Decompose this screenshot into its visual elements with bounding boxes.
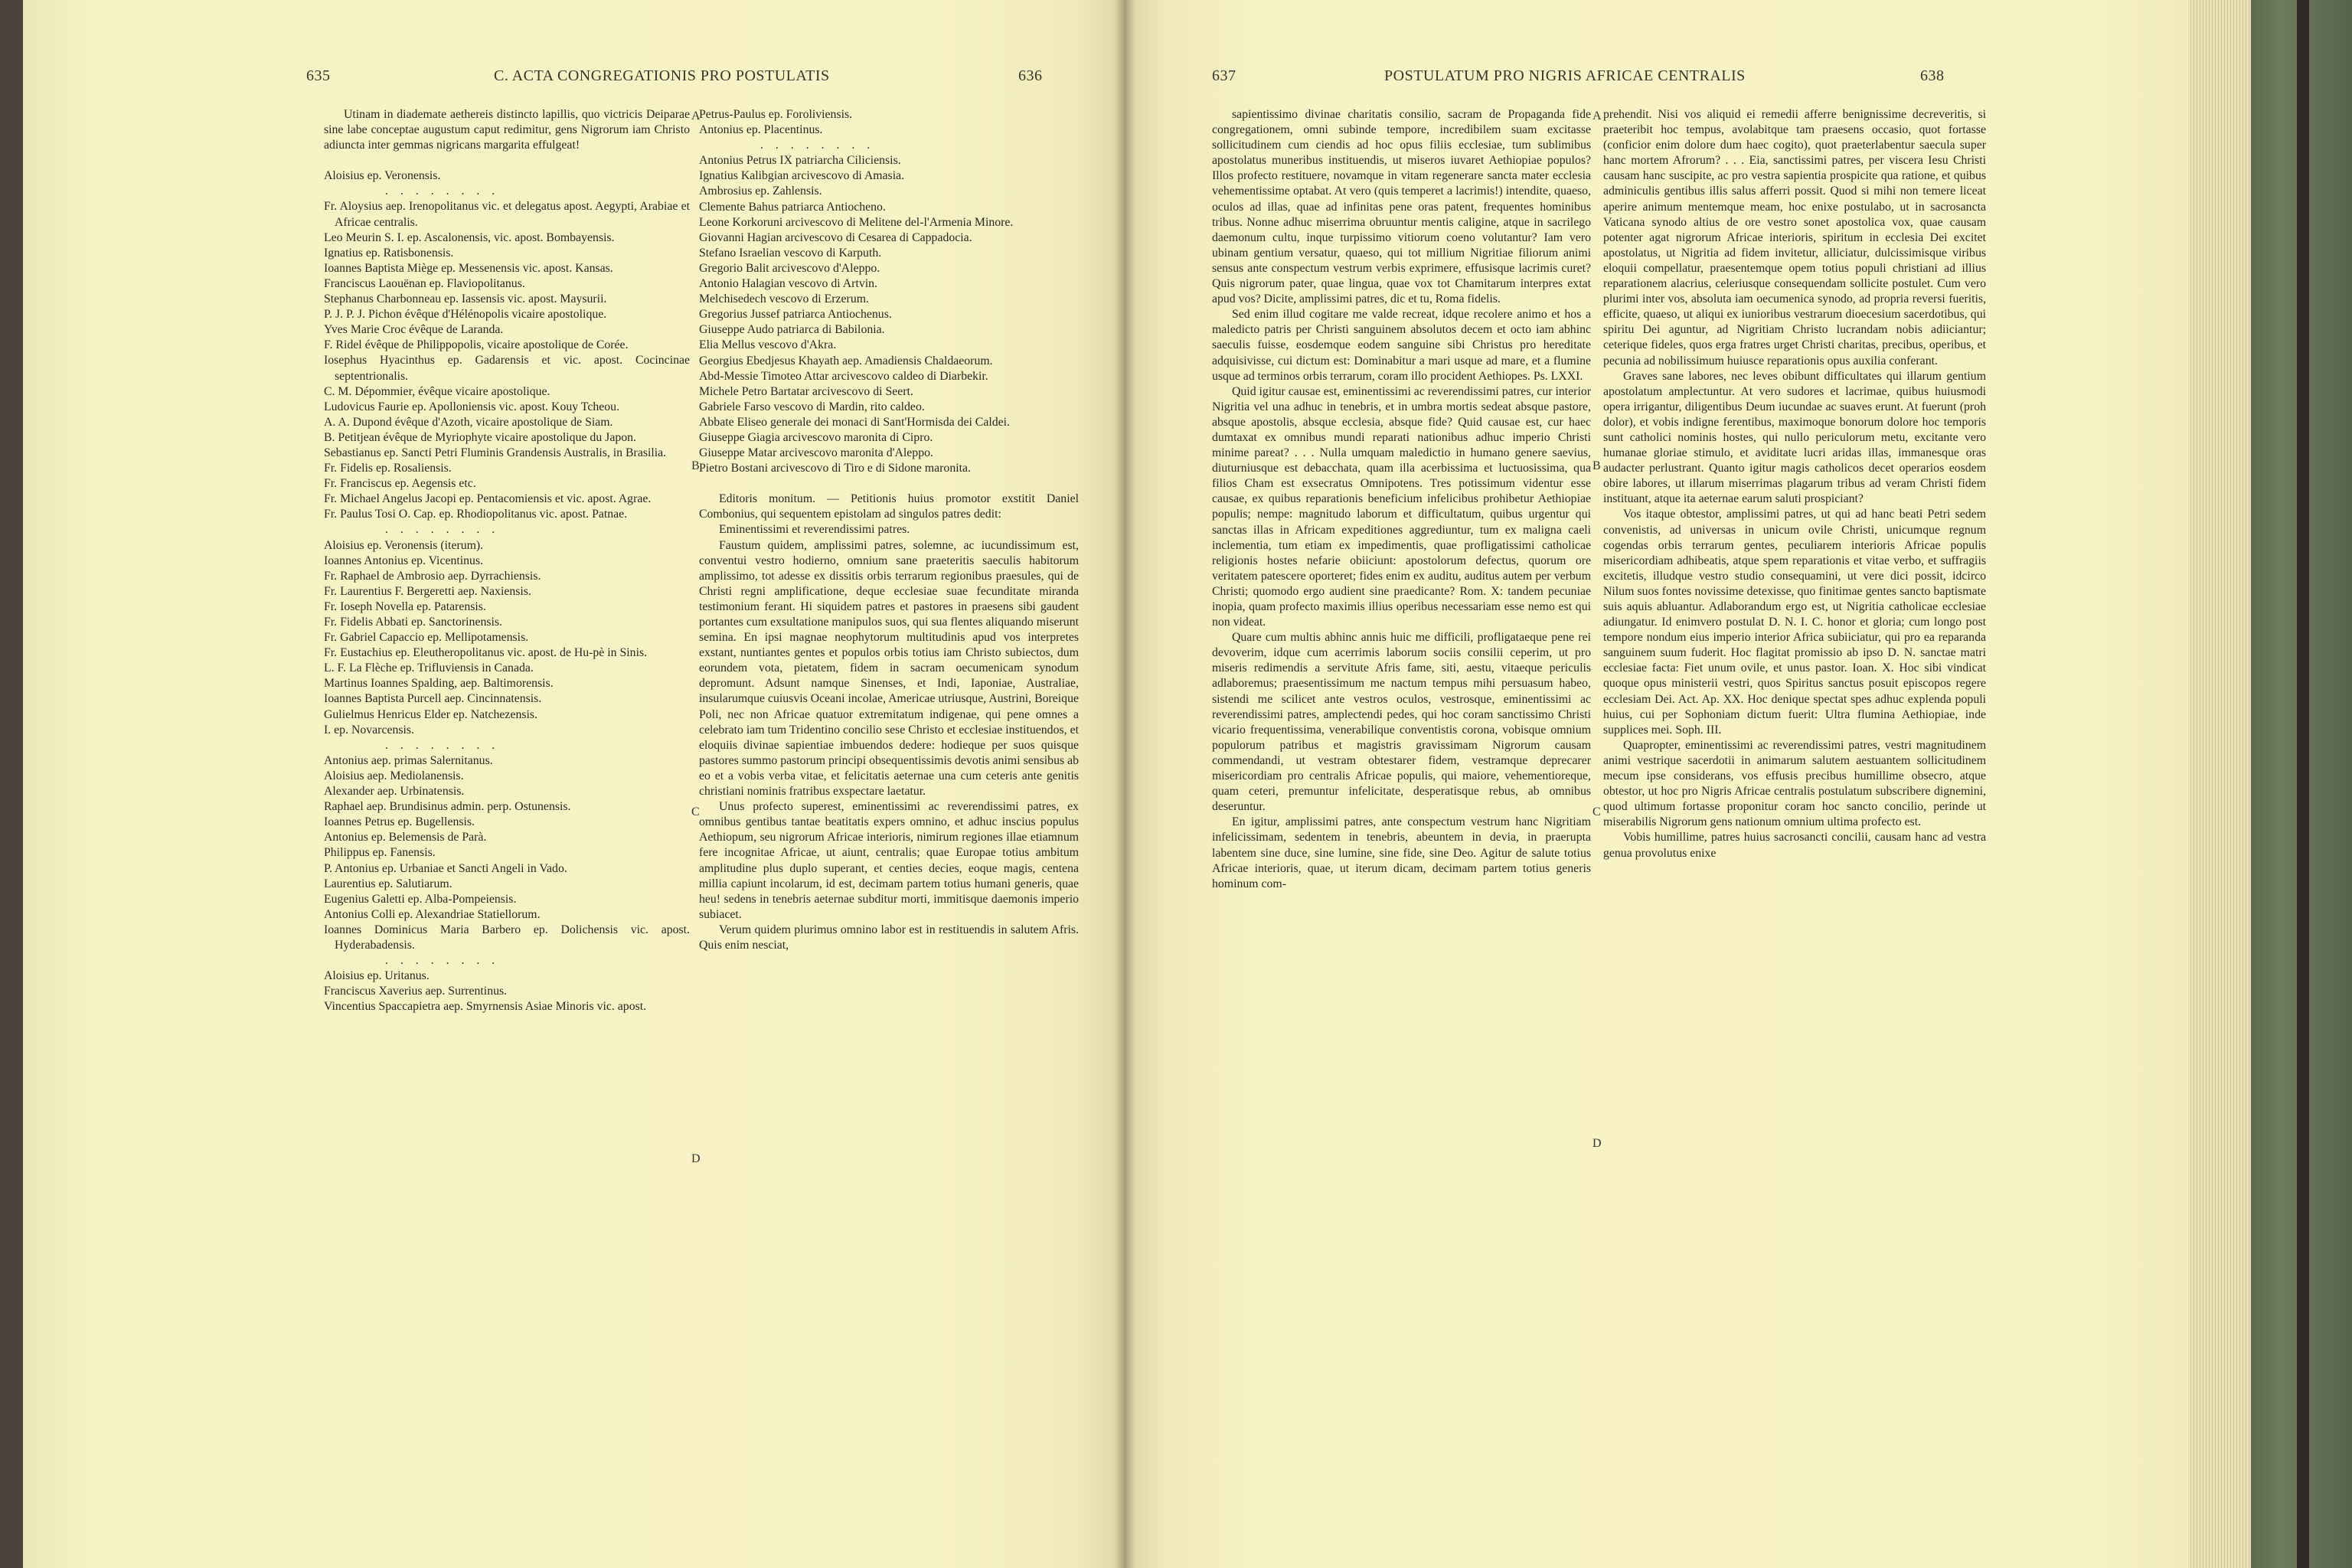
text-paragraph: P. Antonius ep. Urbaniae et Sancti Angeli in Vado. xyxy=(324,861,567,875)
book-spine xyxy=(2297,0,2309,1568)
margin-letter: A xyxy=(691,109,701,122)
text-paragraph: Aloisius ep. Uritanus. xyxy=(324,969,430,983)
separator-dots: . . . . . . . . xyxy=(760,139,875,152)
margin-letter: A xyxy=(1592,109,1602,122)
book-cover-board xyxy=(2251,0,2352,1568)
text-paragraph: Fr. Fidelis Abbati ep. Sanctorinensis. xyxy=(324,616,502,629)
text-paragraph: Franciscus Xaverius aep. Surrentinus. xyxy=(324,985,508,998)
text-paragraph: Sed enim illud cogitare me valde recreat, idque recolere animo et hos a maledicto patris per Christi sanguinem absolutos decem et octo iam abhinc saeculis fuisse, eosdemque eodem sanguine sibi Christus pro hereditate adquisivisse, cui dictum est: Dominabitur a mari usque ad mare, et a flumine usque ad terminos orbis terrarum, coram illo procident Aethiopes. Ps. LXXI. xyxy=(1212,308,1591,383)
text-paragraph: Petrus-Paulus ep. Foroliviensis. xyxy=(699,108,853,121)
margin-letter: B xyxy=(691,459,700,472)
text-paragraph: Antonius aep. primas Salernitanus. xyxy=(324,753,493,767)
text-paragraph: Eugenius Galetti ep. Alba-Pompeiensis. xyxy=(324,892,517,906)
text-paragraph: Stefano Israelian vescovo di Karputh. xyxy=(699,246,882,260)
text-paragraph: Ioannes Dominicus Maria Barbero ep. Dolichensis vic. apost. Hyderabadensis. xyxy=(324,923,690,952)
text-paragraph: Antonius Petrus IX patriarcha Ciliciensis. xyxy=(699,154,901,168)
spacer xyxy=(324,153,690,168)
book-gutter xyxy=(1114,0,1135,1568)
text-paragraph: Aloisius ep. Veronensis. xyxy=(324,169,441,183)
right-column-1 xyxy=(1212,107,1591,892)
text-paragraph: Fr. Fidelis ep. Rosaliensis. xyxy=(324,462,452,475)
text-paragraph: Philippus ep. Fanensis. xyxy=(324,846,436,860)
text-paragraph: Unus profecto superest, eminentissimi ac reverendissimi patres, ex omnibus gentibus tantae beatitatis expers omnino, et adhuc inscius populus Aethiopum, seu nigrorum Africae interioris, nimirum regiones illae etiamnum fere incognitae Africae, ut aiunt, centralis; quae Europae totius ambitum amplitudine plus duplo superant, et centies decies, eoque magis, centena millia capiunt incolarum, id est, decimam partem totius humani generis, quae heu! sedens in tenebris aeternae subditur morti, immitisque daemonis imperio subiacet. xyxy=(699,800,1079,921)
text-paragraph: Alexander aep. Urbinatensis. xyxy=(324,785,465,799)
text-paragraph: Quare cum multis abhinc annis huic me difficili, profligataeque pene rei devoverim, idque cum acerrimis laborum sociis consilii ceperim, ut pro miseris redimendis a servitute Afris fame, siti, aestu, vitaeque periculis adlaboremus; praesentissimum me nactum tempus mihi persuasum habeo, sistendi me scilicet ante vestros oculos, vestrosque, eminentissimi ac reverendissimi patres, amplectendi pedes, qui hoc coram sanctissimo Christi vicario frequentissima, venerabilique conventistis corona, vobisque omnium populorum patribus et magistris gravissimam Nigrorum causam commendandi, ut vestram obtestarer fidem, vestramque deprecarer misericordiam pro centralis Africae populis, qui maiore, vehementioreque, quam ceteri, premuntur infelicitate, desperatisque rebus, ab omnibus deseruntur. xyxy=(1212,631,1591,814)
text-paragraph: Stephanus Charbonneau ep. Iassensis vic. apost. Maysurii. xyxy=(324,292,607,306)
text-paragraph: Abbate Eliseo generale dei monaci di Sant'Hormisda dei Caldei. xyxy=(699,415,1010,429)
text-paragraph: Utinam in diademate aethereis distincto lapillis, quo victricis Deiparae sine labe conceptae augustum caput redimitur, gens Nigrorum iam Christo adiuncta inter gemmas nigricans margarita effulgeat! xyxy=(324,108,690,152)
text-paragraph: P. J. P. J. Pichon évêque d'Hélénopolis vicaire apostolique. xyxy=(324,308,607,322)
text-paragraph: Sebastianus ep. Sancti Petri Fluminis Grandensis Australis, in Brasilia. xyxy=(324,446,667,459)
separator-dots: . . . . . . . . xyxy=(385,185,500,198)
text-paragraph: Faustum quidem, amplissimi patres, solemne, ac iucundissimum est, conventui vestro hodierno, omnium sane praeteritis saeculis habitorum amplissimo, tot adesse ex dissitis orbis terrarum regionibus praesules, qui de Christi regni amplificatione, deque ecclesiae suae fecunditate miranda testimonium ferant. Hi siquidem patres et pastores in praesens sibi gaudent portantes cum exsultatione manipulos suos, qui sua flentes aliquando miserunt semina. En ipsi magnae neophytorum multitudinis apud vos interpretes exstant, nuntiantes gentes et populos orbis totius iam Christo subiectos, dum eorundem vota, pietatem, fidem in sacram oecumenicam synodum depromunt. Adsunt namque Sinenses, et Indi, Iaponiae, Australiae, insularumque cuiusvis Oceani incolae, Americae utriusque, Austrini, Boreique Poli, nec non Africae quatuor extremitatum indigenae, qui pene omnes a celebrato iam tum Tridentino concilio sese Christo et ecclesiae instituendos, et eloquiis divinae sapientiae imbuendos dedere: hodieque per suos quisque pastores summo pastorum principi obsequentissimis devotis animi sensibus ab eo et a vobis verba vitae, et felicitatis aeternae una cum ceteris ante genitis christiani nominis fratribus exspectare laetatur. xyxy=(699,538,1079,799)
text-paragraph: Ambrosius ep. Zahlensis. xyxy=(699,185,822,198)
right-column-2 xyxy=(1603,107,1986,861)
margin-letter: D xyxy=(691,1152,701,1165)
text-paragraph: Antonio Halagian vescovo di Artvin. xyxy=(699,277,877,291)
text-paragraph: Laurentius ep. Salutiarum. xyxy=(324,877,452,890)
text-paragraph: Ioannes Baptista Purcell aep. Cincinnatensis. xyxy=(324,692,542,706)
page-edges xyxy=(2188,0,2251,1568)
text-paragraph: Quid igitur causae est, eminentissimi ac reverendissimi patres, cur interior Nigritia vel una adhuc in tenebris, et in umbra mortis sedeat absque pastore, absque apostolis, absque ecclesia, absque fide? Quid causae est, cur haec dumtaxat ex omnibus mundi reparati nationibus adhuc imperio Christi minime pareat? . . . Nulla umquam maledictio in humano genere saevius, diuturniusque est debacchata, quam illa acerbissima et luctuosissima, qua filios Cham est exsecratus Omnipotens. Tres potissimum videntur esse causae, ex quibus reparationis beneficium infelicibus prohibetur Aethiopiae populis; nempe: magnitudo laborum et difficultatum, quibus urgentur qui sanctas illas in Africam expeditiones aggrediuntur, tum ex maligna caeli inclementia, tum etiam ex impedimentis, quae profligatissimi catholicae religionis hostes nefarie obiiciunt: apostolorum defectus, quorum ore veritatem patescere oporteret; fides enim ex auditu, auditus autem per verbum Christi; quomodo ergo audient sine praedicante? Rom. X: tandem pecuniae inopia, quam profecto maximis illius operibus necessariam esse nemo est qui non videat. xyxy=(1212,384,1591,629)
text-paragraph: Antonius Colli ep. Alexandriae Statiellorum. xyxy=(324,907,541,921)
margin-letter: D xyxy=(1592,1137,1602,1150)
margin-letter: C xyxy=(1592,805,1601,818)
text-paragraph: Gregorio Balit arcivescovo d'Aleppo. xyxy=(699,261,880,275)
text-paragraph: Michele Petro Bartatar arcivescovo di Seert. xyxy=(699,384,913,398)
right-running-title: POSTULATUM PRO NIGRIS AFRICAE CENTRALIS xyxy=(1384,67,1746,84)
text-paragraph: Fr. Paulus Tosi O. Cap. ep. Rhodiopolitanus vic. apost. Patnae. xyxy=(324,508,628,521)
text-paragraph: Aloisius aep. Mediolanensis. xyxy=(324,769,464,782)
text-paragraph: Eminentissimi et reverendissimi patres. xyxy=(719,523,910,537)
text-paragraph: C. M. Dépommier, évêque vicaire apostolique. xyxy=(324,384,550,398)
text-paragraph: Verum quidem plurimus omnino labor est in restituendis in salutem Afris. Quis enim nesciat, xyxy=(699,923,1079,952)
text-paragraph: Vos itaque obtestor, amplissimi patres, ut qui ad hanc beati Petri sedem convenistis, ad universas in unicum ovile Christi, unicumque regnum cogendas orbis terrarum gentes, peculiarem interioris Africae populis misericordiam adhibeatis, atque spem reparationis et vitae verbo, et suffragiis excitetis, illudque vestro studio consequamini, ut vere dici possit, idcirco Nilum suos fontes novissime detexisse, quo finitimae gentes sancto baptismate suis aquis abluantur. Adlaborandum ergo est, ut Nigritia catholicae ecclesiae adiungatur. Id enimvero postulat D. N. I. C. honor et gloria; cum longo post tempore nondum eius imperio interior Africa subiiciatur, qui pro ea reparanda sanguinem suum fuderit. Hoc flagitat promissio ab ipso D. N. sanctae matri ecclesiae facta: Fiet unum ovile, et unus pastor. Ioan. X. Hoc sibi vindicat quoque opus ministerii vestri, quos Spiritus sanctus posuit episcopos regere ecclesiam Dei. Act. Ap. XX. Hoc denique spectat spes adhuc explenda populi huius, cui per Sophoniam dictum fuerit: Ultra flumina Aethiopiae, inde supplices mei. Soph. III. xyxy=(1603,508,1986,737)
text-paragraph: I. ep. Novarcensis. xyxy=(324,723,414,737)
left-column-1 xyxy=(324,107,690,1014)
text-paragraph: Abd-Messie Timoteo Attar arcivescovo caldeo di Diarbekir. xyxy=(699,369,988,383)
text-paragraph: Gregorius Jussef patriarca Antiochenus. xyxy=(699,308,892,322)
text-paragraph: Iosephus Hyacinthus ep. Gadarensis et vic. apost. Cocincinae septentrionalis. xyxy=(324,354,690,383)
text-paragraph: En igitur, amplissimi patres, ante conspectum vestrum hanc Nigritiam infelicissimam, sedentem in tenebris, abeuntem in devia, in praerupta labentem sine duce, sine lumine, sine fide, sine Deo. Agitur de salute totius Africae interioris, quae, ut iterum dicam, decimam partem totius generis hominum com- xyxy=(1212,815,1591,890)
text-paragraph: F. Ridel évêque de Philippopolis, vicaire apostolique de Corée. xyxy=(324,338,629,352)
text-paragraph: Ludovicus Faurie ep. Apolloniensis vic. apost. Kouy Tcheou. xyxy=(324,400,620,413)
text-paragraph: Franciscus Laouënan ep. Flaviopolitanus. xyxy=(324,276,525,290)
left-page-number-b: 636 xyxy=(1018,67,1043,84)
text-paragraph: Fr. Michael Angelus Jacopi ep. Pentacomiensis et vic. apost. Agrae. xyxy=(324,492,652,506)
text-paragraph: Fr. Eustachius ep. Eleutheropolitanus vic. apost. de Hu-pè in Sinis. xyxy=(324,646,648,660)
left-column-2 xyxy=(699,107,1079,953)
text-paragraph: Fr. Ioseph Novella ep. Patarensis. xyxy=(324,599,486,613)
text-paragraph: prehendit. Nisi vos aliquid ei remedii afferre benignissime decreveritis, si praeteribit hoc tempus, avolabitque tam praesens occasio, quot fortasse (conficior enim dolore dum haec cogito), quot praeterlabentur saecula super hanc mortem Afrorum? . . . Eia, sanctissimi patres, per viscera Iesu Christi causam hanc suscipite, ac pro vestra sapientia prospicite qua ratione, et quibus adminiculis gentibus illis salus afferri possit. Quod si mihi non temere liceat aperire animum mentemque meam, hoc enixe postulabo, ut in sacrosancta Vaticana synodo altius de ore vestro sonet apostolica vox, quae causam potenter agat nigrorum Africae interioris, spiritum in ecclesia Dei excitet apostolatus, ut Nigritia ad fidem invitetur, alliciatur, dulcissimisque viribus eloquii compellatur, praesentemque opem totius populi christiani ad illius reparationem alacrius, celeriusque consequendam sollicite postulet. Cum vero plurimi inter vos, absoluta iam oecumenica synodo, ad propria reversi fueritis, efficite, quaeso, ut aliqui ex iunioribus vestrarum dioecesium sacerdotibus, qui spiritu Dei aguntur, ad Nigritiam Christo lucrandam nobis adiiciantur; ceterique fideles, quos erga fratres urget Christi charitas, precibus, operibus, et pecunia ad nobilissimum huiusce reparationis opus auxilia conferant. xyxy=(1603,108,1986,368)
text-paragraph: Fr. Gabriel Capaccio ep. Mellipotamensis. xyxy=(324,631,529,645)
text-paragraph: Ignatius Kalibgian arcivescovo di Amasia. xyxy=(699,169,905,183)
text-paragraph: Leone Korkoruni arcivescovo di Melitene del-l'Armenia Minore. xyxy=(699,215,1014,229)
text-paragraph: Giuseppe Giagia arcivescovo maronita di Cipro. xyxy=(699,430,933,444)
text-paragraph: Quapropter, eminentissimi ac reverendissimi patres, vestri magnitudinem animi vestrique sacerdotii in animarum salutem aestuantem sollicitudinem mecum ipse considerans, vos effusis precibus humillime obsecro, atque obtestor, ut hoc pro Nigris Africae centralis postulatum subscribere dignemini, quod ultimum fortasse proponitur coram hoc sancto concilio, perinde ut miserabilis Nigrorum gens nationum omnium ultima profecto est. xyxy=(1603,738,1986,829)
text-paragraph: Vincentius Spaccapietra aep. Smyrnensis Asiae Minoris vic. apost. xyxy=(324,1000,647,1014)
text-paragraph: Giovanni Hagian arcivescovo di Cesarea di Cappadocia. xyxy=(699,230,972,244)
text-paragraph: Editoris monitum. — Petitionis huius promotor exstitit Daniel Combonius, qui sequentem epistolam ad singulos patres dedit: xyxy=(699,492,1079,521)
text-paragraph: Gulielmus Henricus Elder ep. Natchezensis. xyxy=(324,707,537,721)
text-paragraph: Ioannes Petrus ep. Bugellensis. xyxy=(324,815,475,829)
text-paragraph: Georgius Ebedjesus Khayath aep. Amadiensis Chaldaeorum. xyxy=(699,354,993,368)
margin-letter: B xyxy=(1592,459,1601,472)
text-paragraph: B. Petitjean évêque de Myriophyte vicaire apostolique du Japon. xyxy=(324,430,636,444)
text-paragraph: Aloisius ep. Veronensis (iterum). xyxy=(324,538,484,552)
text-paragraph: Gabriele Farso vescovo di Mardin, rito caldeo. xyxy=(699,400,925,413)
text-paragraph: Clemente Bahus patriarca Antiocheno. xyxy=(699,200,886,214)
text-paragraph: Graves sane labores, nec leves obibunt difficultates qui illarum gentium apostolatum amplectuntur. At vero sudores et lacrimae, quibus huiusmodi opera irrigantur, diligentibus Deum iucundae ac suaves erunt. At fuerunt (proh dolor), et vobis indigne ferentibus, maximoque bonorum dolore hoc temporis sunt catholici nominis hostes, qui nullo periculorum metu, excitante vero humanae gloriae stimulo, et aviditate lucri aridas illas, immanesque oras audacter perlustrant. Quanto igitur magis catholicos decet operarios eosdem obire labores, ut illarum miserrimas plagarum tribus ad veram Christi fidem instituant, atque ita aeternae earum saluti prospiciant? xyxy=(1603,369,1986,506)
text-paragraph: Yves Marie Croc évêque de Laranda. xyxy=(324,323,504,337)
text-paragraph: Elia Mellus vescovo d'Akra. xyxy=(699,338,837,352)
text-paragraph: Vobis humillime, patres huius sacrosancti concilii, causam hanc ad vestra genua provolutus enixe xyxy=(1603,831,1986,860)
text-paragraph: Antonius ep. Placentinus. xyxy=(699,123,823,137)
text-paragraph: Ioannes Baptista Miège ep. Messenensis vic. apost. Kansas. xyxy=(324,261,613,275)
text-paragraph: Fr. Franciscus ep. Aegensis etc. xyxy=(324,477,476,491)
right-page-number-a: 637 xyxy=(1212,67,1236,84)
text-paragraph: Martinus Ioannes Spalding, aep. Baltimorensis. xyxy=(324,677,554,691)
margin-letter: C xyxy=(691,805,700,818)
text-paragraph: Antonius ep. Belemensis de Parà. xyxy=(324,831,487,844)
right-page xyxy=(1124,0,2196,1568)
text-paragraph: Giuseppe Audo patriarca di Babilonia. xyxy=(699,323,885,337)
separator-dots: . . . . . . . . xyxy=(385,738,500,752)
spacer xyxy=(699,476,1079,492)
text-paragraph: Fr. Raphael de Ambrosio aep. Dyrrachiensis. xyxy=(324,569,541,583)
left-page-number-a: 635 xyxy=(306,67,331,84)
right-page-number-b: 638 xyxy=(1920,67,1945,84)
text-paragraph: Fr. Aloysius aep. Irenopolitanus vic. et delegatus apost. Aegypti, Arabiae et Africae centralis. xyxy=(324,200,690,229)
text-paragraph: Pietro Bostani arcivescovo di Tiro e di Sidone maronita. xyxy=(699,462,971,475)
text-paragraph: Fr. Laurentius F. Bergeretti aep. Naxiensis. xyxy=(324,584,531,598)
text-paragraph: A. A. Dupond évêque d'Azoth, vicaire apostolique de Siam. xyxy=(324,415,613,429)
left-running-title: C. ACTA CONGREGATIONIS PRO POSTULATIS xyxy=(494,67,830,84)
separator-dots: . . . . . . . . xyxy=(385,954,500,968)
text-paragraph: Giuseppe Matar arcivescovo maronita d'Aleppo. xyxy=(699,446,933,460)
text-paragraph: Ignatius ep. Ratisbonensis. xyxy=(324,246,454,260)
separator-dots: . . . . . . . . xyxy=(385,523,500,537)
text-paragraph: Raphael aep. Brundisinus admin. perp. Ostunensis. xyxy=(324,800,571,814)
text-paragraph: sapientissimo divinae charitatis consilio, sacram de Propaganda fide congregationem, omni subinde tempore, incredibilem suam excitasse sollicitudinem cum ciendis ad hoc opus filiis ecclesiae, tum sublimibus apostolatus muneribus instituendis, ut miseros iuvaret Aethiopiae populos? Illos profecto restituere, novamque in vitam regenerare sancta mater ecclesia vehementissime optabat. At vero (quis temperet a lacrimis!) intendite, quaeso, oculos ad illas, quae ad infinitas pene oras patent, frequentes hominibus tribus. Nonne adhuc miserrima obruuntur mentis caligine, atque in sacrilego daemonum cultu, inque turpissimo vitiorum coeno volutantur? Iam vero ubinam gentium versatur, quaeso, qui tot millium Nigritiae filiorum animi sensus ante conspectum vestrum verbis exprimere, effusisque lacrimis curet? Quis nigrorum pater, quae lingua, quae vox tot Chamitarum interpres extat apud vos? Dicite, amplissimi patres, dic et tu, Roma fidelis. xyxy=(1212,108,1591,306)
text-paragraph: Leo Meurin S. I. ep. Ascalonensis, vic. apost. Bombayensis. xyxy=(324,230,615,244)
left-page xyxy=(23,0,1124,1568)
text-paragraph: Melchisedech vescovo di Erzerum. xyxy=(699,292,869,306)
text-paragraph: L. F. La Flèche ep. Trifluviensis in Canada. xyxy=(324,662,534,675)
text-paragraph: Ioannes Antonius ep. Vicentinus. xyxy=(324,554,484,567)
